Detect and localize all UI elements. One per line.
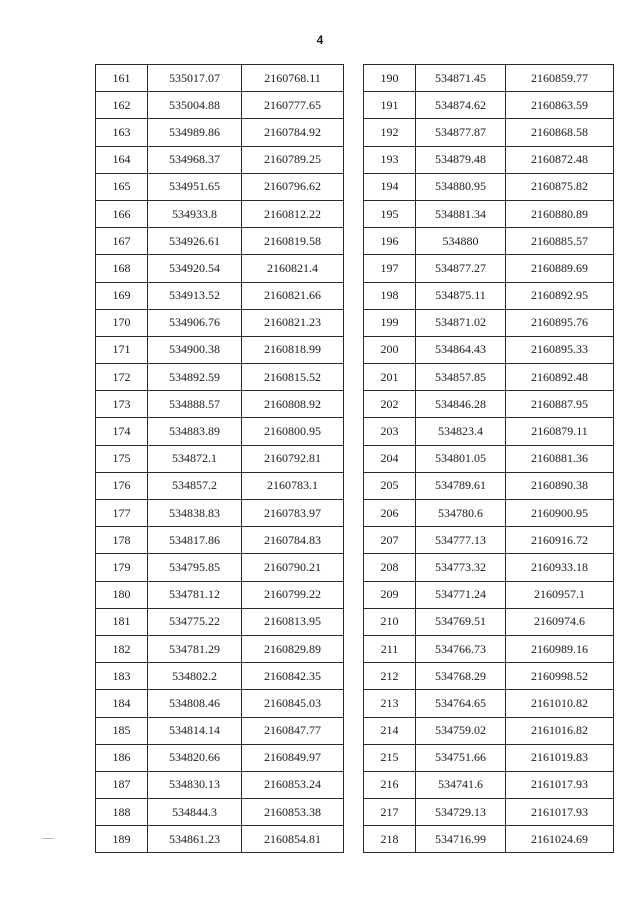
table-row bbox=[96, 200, 344, 227]
x-coordinate-cell: 534844.3 bbox=[148, 799, 242, 826]
table-row bbox=[96, 391, 344, 418]
table-row bbox=[96, 364, 344, 391]
y-coordinate-cell: 2160885.57 bbox=[506, 228, 614, 255]
y-coordinate-cell: 2161016.82 bbox=[506, 717, 614, 744]
x-coordinate-cell: 534775.22 bbox=[148, 608, 242, 635]
y-coordinate-cell: 2160829.89 bbox=[242, 635, 344, 662]
table-row bbox=[364, 554, 614, 581]
point-number-cell: 181 bbox=[96, 608, 148, 635]
y-coordinate-cell: 2160821.23 bbox=[242, 309, 344, 336]
x-coordinate-cell: 534781.12 bbox=[148, 581, 242, 608]
y-coordinate-cell: 2160957.1 bbox=[506, 581, 614, 608]
table-row bbox=[96, 635, 344, 662]
table-row bbox=[96, 173, 344, 200]
point-number-cell: 175 bbox=[96, 445, 148, 472]
point-number-cell: 179 bbox=[96, 554, 148, 581]
y-coordinate-cell: 2160821.4 bbox=[242, 255, 344, 282]
table-row bbox=[96, 581, 344, 608]
point-number-cell: 183 bbox=[96, 663, 148, 690]
table-row bbox=[364, 690, 614, 717]
x-coordinate-cell: 534773.32 bbox=[416, 554, 506, 581]
table-row bbox=[96, 500, 344, 527]
y-coordinate-cell: 2160784.83 bbox=[242, 527, 344, 554]
point-number-cell: 176 bbox=[96, 472, 148, 499]
table-row bbox=[364, 418, 614, 445]
x-coordinate-cell: 534751.66 bbox=[416, 744, 506, 771]
x-coordinate-cell: 534838.83 bbox=[148, 500, 242, 527]
y-coordinate-cell: 2160853.38 bbox=[242, 799, 344, 826]
table-row bbox=[364, 200, 614, 227]
x-coordinate-cell: 534906.76 bbox=[148, 309, 242, 336]
point-number-cell: 213 bbox=[364, 690, 416, 717]
point-number-cell: 192 bbox=[364, 119, 416, 146]
y-coordinate-cell: 2160880.89 bbox=[506, 200, 614, 227]
x-coordinate-cell: 535017.07 bbox=[148, 65, 242, 92]
point-number-cell: 182 bbox=[96, 635, 148, 662]
point-number-cell: 204 bbox=[364, 445, 416, 472]
point-number-cell: 169 bbox=[96, 282, 148, 309]
x-coordinate-cell: 534823.4 bbox=[416, 418, 506, 445]
y-coordinate-cell: 2161017.93 bbox=[506, 799, 614, 826]
point-number-cell: 207 bbox=[364, 527, 416, 554]
x-coordinate-cell: 534780.6 bbox=[416, 500, 506, 527]
y-coordinate-cell: 2160792.81 bbox=[242, 445, 344, 472]
point-number-cell: 209 bbox=[364, 581, 416, 608]
point-number-cell: 200 bbox=[364, 336, 416, 363]
table-row bbox=[96, 608, 344, 635]
y-coordinate-cell: 2160868.58 bbox=[506, 119, 614, 146]
x-coordinate-cell: 534892.59 bbox=[148, 364, 242, 391]
point-number-cell: 211 bbox=[364, 635, 416, 662]
x-coordinate-cell: 534769.51 bbox=[416, 608, 506, 635]
y-coordinate-cell: 2160845.03 bbox=[242, 690, 344, 717]
x-coordinate-cell: 534781.29 bbox=[148, 635, 242, 662]
table-row bbox=[364, 500, 614, 527]
x-coordinate-cell: 534814.14 bbox=[148, 717, 242, 744]
table-row bbox=[96, 309, 344, 336]
y-coordinate-cell: 2160796.62 bbox=[242, 173, 344, 200]
y-coordinate-cell: 2160989.16 bbox=[506, 635, 614, 662]
table-row bbox=[364, 65, 614, 92]
x-coordinate-cell: 534795.85 bbox=[148, 554, 242, 581]
table-row bbox=[364, 608, 614, 635]
y-coordinate-cell: 2160887.95 bbox=[506, 391, 614, 418]
y-coordinate-cell: 2160900.95 bbox=[506, 500, 614, 527]
table-row bbox=[96, 65, 344, 92]
table-row bbox=[364, 282, 614, 309]
y-coordinate-cell: 2160863.59 bbox=[506, 92, 614, 119]
y-coordinate-cell: 2160783.1 bbox=[242, 472, 344, 499]
point-number-cell: 199 bbox=[364, 309, 416, 336]
point-number-cell: 177 bbox=[96, 500, 148, 527]
table-row bbox=[96, 228, 344, 255]
point-number-cell: 214 bbox=[364, 717, 416, 744]
table-row bbox=[364, 336, 614, 363]
table-row bbox=[364, 663, 614, 690]
x-coordinate-cell: 534768.29 bbox=[416, 663, 506, 690]
table-row bbox=[96, 472, 344, 499]
table-row bbox=[364, 173, 614, 200]
point-number-cell: 218 bbox=[364, 826, 416, 853]
y-coordinate-cell: 2160790.21 bbox=[242, 554, 344, 581]
point-number-cell: 174 bbox=[96, 418, 148, 445]
x-coordinate-cell: 534857.2 bbox=[148, 472, 242, 499]
point-number-cell: 171 bbox=[96, 336, 148, 363]
point-number-cell: 172 bbox=[96, 364, 148, 391]
coordinates-table-left bbox=[95, 64, 344, 853]
x-coordinate-cell: 534729.13 bbox=[416, 799, 506, 826]
point-number-cell: 161 bbox=[96, 65, 148, 92]
y-coordinate-cell: 2160812.22 bbox=[242, 200, 344, 227]
x-coordinate-cell: 534875.11 bbox=[416, 282, 506, 309]
x-coordinate-cell: 534900.38 bbox=[148, 336, 242, 363]
point-number-cell: 194 bbox=[364, 173, 416, 200]
point-number-cell: 167 bbox=[96, 228, 148, 255]
y-coordinate-cell: 2160842.35 bbox=[242, 663, 344, 690]
point-number-cell: 190 bbox=[364, 65, 416, 92]
point-number-cell: 196 bbox=[364, 228, 416, 255]
y-coordinate-cell: 2160998.52 bbox=[506, 663, 614, 690]
x-coordinate-cell: 534926.61 bbox=[148, 228, 242, 255]
x-coordinate-cell: 534789.61 bbox=[416, 472, 506, 499]
x-coordinate-cell: 534766.73 bbox=[416, 635, 506, 662]
y-coordinate-cell: 2160849.97 bbox=[242, 744, 344, 771]
x-coordinate-cell: 534951.65 bbox=[148, 173, 242, 200]
y-coordinate-cell: 2161010.82 bbox=[506, 690, 614, 717]
point-number-cell: 197 bbox=[364, 255, 416, 282]
x-coordinate-cell: 535004.88 bbox=[148, 92, 242, 119]
x-coordinate-cell: 534857.85 bbox=[416, 364, 506, 391]
point-number-cell: 195 bbox=[364, 200, 416, 227]
page-number: 4 bbox=[316, 33, 324, 47]
x-coordinate-cell: 534764.65 bbox=[416, 690, 506, 717]
x-coordinate-cell: 534881.34 bbox=[416, 200, 506, 227]
y-coordinate-cell: 2160847.77 bbox=[242, 717, 344, 744]
y-coordinate-cell: 2160890.38 bbox=[506, 472, 614, 499]
table-row bbox=[96, 799, 344, 826]
point-number-cell: 191 bbox=[364, 92, 416, 119]
x-coordinate-cell: 534861.23 bbox=[148, 826, 242, 853]
x-coordinate-cell: 534802.2 bbox=[148, 663, 242, 690]
point-number-cell: 173 bbox=[96, 391, 148, 418]
table-row bbox=[364, 472, 614, 499]
x-coordinate-cell: 534864.43 bbox=[416, 336, 506, 363]
point-number-cell: 164 bbox=[96, 146, 148, 173]
point-number-cell: 202 bbox=[364, 391, 416, 418]
table-row bbox=[364, 364, 614, 391]
x-coordinate-cell: 534777.13 bbox=[416, 527, 506, 554]
y-coordinate-cell: 2160854.81 bbox=[242, 826, 344, 853]
y-coordinate-cell: 2160815.52 bbox=[242, 364, 344, 391]
x-coordinate-cell: 534817.86 bbox=[148, 527, 242, 554]
x-coordinate-cell: 534872.1 bbox=[148, 445, 242, 472]
table-row bbox=[96, 826, 344, 853]
y-coordinate-cell: 2160819.58 bbox=[242, 228, 344, 255]
table-row bbox=[364, 92, 614, 119]
table-row bbox=[96, 92, 344, 119]
y-coordinate-cell: 2160916.72 bbox=[506, 527, 614, 554]
x-coordinate-cell: 534741.6 bbox=[416, 771, 506, 798]
table-row bbox=[96, 771, 344, 798]
x-coordinate-cell: 534716.99 bbox=[416, 826, 506, 853]
y-coordinate-cell: 2160933.18 bbox=[506, 554, 614, 581]
point-number-cell: 168 bbox=[96, 255, 148, 282]
x-coordinate-cell: 534913.52 bbox=[148, 282, 242, 309]
y-coordinate-cell: 2160784.92 bbox=[242, 119, 344, 146]
y-coordinate-cell: 2160783.97 bbox=[242, 500, 344, 527]
table-row bbox=[96, 744, 344, 771]
table-row bbox=[96, 690, 344, 717]
table-row bbox=[364, 391, 614, 418]
point-number-cell: 166 bbox=[96, 200, 148, 227]
table-row bbox=[364, 826, 614, 853]
y-coordinate-cell: 2160889.69 bbox=[506, 255, 614, 282]
y-coordinate-cell: 2161017.93 bbox=[506, 771, 614, 798]
table-row bbox=[364, 309, 614, 336]
x-coordinate-cell: 534874.62 bbox=[416, 92, 506, 119]
y-coordinate-cell: 2160777.65 bbox=[242, 92, 344, 119]
y-coordinate-cell: 2160800.95 bbox=[242, 418, 344, 445]
table-row bbox=[96, 119, 344, 146]
x-coordinate-cell: 534877.27 bbox=[416, 255, 506, 282]
point-number-cell: 180 bbox=[96, 581, 148, 608]
table-row bbox=[96, 717, 344, 744]
y-coordinate-cell: 2160808.92 bbox=[242, 391, 344, 418]
x-coordinate-cell: 534846.28 bbox=[416, 391, 506, 418]
point-number-cell: 212 bbox=[364, 663, 416, 690]
y-coordinate-cell: 2160974.6 bbox=[506, 608, 614, 635]
y-coordinate-cell: 2160821.66 bbox=[242, 282, 344, 309]
y-coordinate-cell: 2160892.48 bbox=[506, 364, 614, 391]
point-number-cell: 217 bbox=[364, 799, 416, 826]
point-number-cell: 178 bbox=[96, 527, 148, 554]
table-row bbox=[364, 445, 614, 472]
table-row bbox=[96, 527, 344, 554]
table-row bbox=[364, 771, 614, 798]
x-coordinate-cell: 534871.45 bbox=[416, 65, 506, 92]
point-number-cell: 206 bbox=[364, 500, 416, 527]
scan-mark bbox=[42, 838, 54, 839]
x-coordinate-cell: 534759.02 bbox=[416, 717, 506, 744]
point-number-cell: 170 bbox=[96, 309, 148, 336]
x-coordinate-cell: 534820.66 bbox=[148, 744, 242, 771]
point-number-cell: 185 bbox=[96, 717, 148, 744]
point-number-cell: 215 bbox=[364, 744, 416, 771]
y-coordinate-cell: 2160881.36 bbox=[506, 445, 614, 472]
point-number-cell: 201 bbox=[364, 364, 416, 391]
y-coordinate-cell: 2161024.69 bbox=[506, 826, 614, 853]
y-coordinate-cell: 2160872.48 bbox=[506, 146, 614, 173]
point-number-cell: 186 bbox=[96, 744, 148, 771]
x-coordinate-cell: 534801.05 bbox=[416, 445, 506, 472]
point-number-cell: 189 bbox=[96, 826, 148, 853]
table-row bbox=[96, 445, 344, 472]
table-row bbox=[96, 255, 344, 282]
point-number-cell: 193 bbox=[364, 146, 416, 173]
x-coordinate-cell: 534871.02 bbox=[416, 309, 506, 336]
y-coordinate-cell: 2160895.76 bbox=[506, 309, 614, 336]
table-row bbox=[364, 146, 614, 173]
table-row bbox=[364, 527, 614, 554]
table-row bbox=[364, 799, 614, 826]
point-number-cell: 210 bbox=[364, 608, 416, 635]
point-number-cell: 162 bbox=[96, 92, 148, 119]
x-coordinate-cell: 534877.87 bbox=[416, 119, 506, 146]
x-coordinate-cell: 534883.89 bbox=[148, 418, 242, 445]
y-coordinate-cell: 2160895.33 bbox=[506, 336, 614, 363]
x-coordinate-cell: 534880 bbox=[416, 228, 506, 255]
table-row bbox=[96, 282, 344, 309]
x-coordinate-cell: 534968.37 bbox=[148, 146, 242, 173]
y-coordinate-cell: 2160892.95 bbox=[506, 282, 614, 309]
x-coordinate-cell: 534920.54 bbox=[148, 255, 242, 282]
table-row bbox=[96, 146, 344, 173]
table-row bbox=[96, 418, 344, 445]
point-number-cell: 188 bbox=[96, 799, 148, 826]
table-row bbox=[364, 717, 614, 744]
y-coordinate-cell: 2160879.11 bbox=[506, 418, 614, 445]
coordinates-table-right bbox=[363, 64, 614, 853]
point-number-cell: 198 bbox=[364, 282, 416, 309]
table-row bbox=[96, 336, 344, 363]
point-number-cell: 187 bbox=[96, 771, 148, 798]
x-coordinate-cell: 534808.46 bbox=[148, 690, 242, 717]
y-coordinate-cell: 2160789.25 bbox=[242, 146, 344, 173]
table-row bbox=[364, 581, 614, 608]
y-coordinate-cell: 2160875.82 bbox=[506, 173, 614, 200]
table-row bbox=[364, 228, 614, 255]
y-coordinate-cell: 2160853.24 bbox=[242, 771, 344, 798]
table-row bbox=[96, 554, 344, 581]
table-row bbox=[364, 635, 614, 662]
point-number-cell: 205 bbox=[364, 472, 416, 499]
y-coordinate-cell: 2161019.83 bbox=[506, 744, 614, 771]
x-coordinate-cell: 534830.13 bbox=[148, 771, 242, 798]
y-coordinate-cell: 2160799.22 bbox=[242, 581, 344, 608]
point-number-cell: 216 bbox=[364, 771, 416, 798]
x-coordinate-cell: 534933.8 bbox=[148, 200, 242, 227]
table-row bbox=[364, 119, 614, 146]
point-number-cell: 203 bbox=[364, 418, 416, 445]
point-number-cell: 208 bbox=[364, 554, 416, 581]
y-coordinate-cell: 2160768.11 bbox=[242, 65, 344, 92]
point-number-cell: 165 bbox=[96, 173, 148, 200]
table-row bbox=[364, 255, 614, 282]
x-coordinate-cell: 534888.57 bbox=[148, 391, 242, 418]
x-coordinate-cell: 534771.24 bbox=[416, 581, 506, 608]
table-row bbox=[96, 663, 344, 690]
x-coordinate-cell: 534880.95 bbox=[416, 173, 506, 200]
y-coordinate-cell: 2160859.77 bbox=[506, 65, 614, 92]
y-coordinate-cell: 2160813.95 bbox=[242, 608, 344, 635]
x-coordinate-cell: 534989.86 bbox=[148, 119, 242, 146]
point-number-cell: 184 bbox=[96, 690, 148, 717]
table-row bbox=[364, 744, 614, 771]
point-number-cell: 163 bbox=[96, 119, 148, 146]
x-coordinate-cell: 534879.48 bbox=[416, 146, 506, 173]
y-coordinate-cell: 2160818.99 bbox=[242, 336, 344, 363]
